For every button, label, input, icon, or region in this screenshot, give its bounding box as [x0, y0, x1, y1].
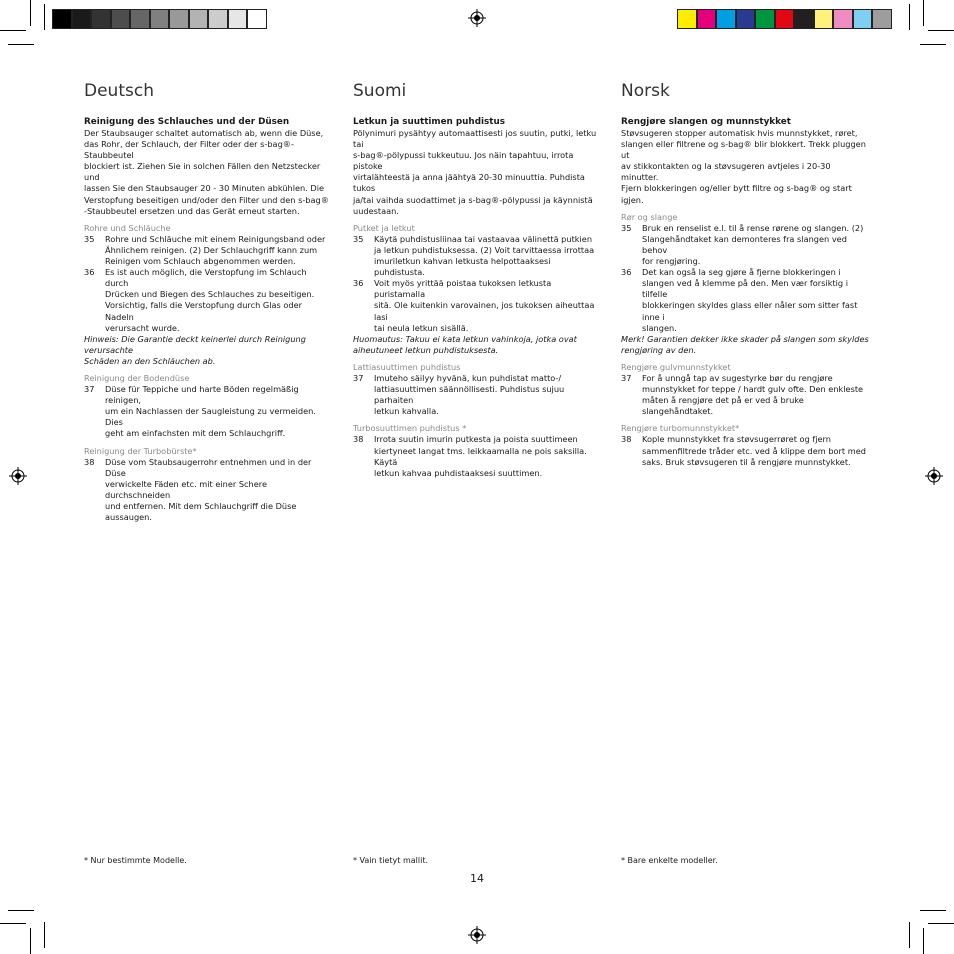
step-item	[353, 434, 601, 478]
step-text	[642, 434, 869, 467]
color-swatch	[677, 9, 697, 29]
intro-line: av stikkontakten og la støvsugeren avtjeles i 20-30 minutter.	[621, 161, 831, 183]
subsection-title: Rør og slange	[621, 211, 678, 222]
warranty-note: aiheutuneet letkun puhdistuksesta.	[353, 344, 499, 355]
step-number: 38	[353, 434, 364, 445]
step-line: slangen ved å klemme på den. Men vær forsiktig i tilfelle	[642, 278, 849, 300]
process-color-bar	[677, 9, 892, 29]
subsection-title: Rengjøre gulvmunnstykket	[621, 361, 731, 372]
step-item	[84, 457, 332, 524]
color-swatch	[52, 9, 72, 29]
warranty-note: rengjøring av den.	[621, 344, 697, 355]
color-swatch	[736, 9, 756, 29]
step-text	[374, 373, 601, 417]
color-swatch	[247, 9, 267, 29]
intro-line: ja/tai vaihda suodattimet ja s-bag®-pölypussi ja käynnistä	[353, 194, 593, 205]
subsection-title: Lattiasuuttimen puhdistus	[353, 361, 461, 372]
step-text	[642, 373, 869, 417]
intro-line: uudestaan.	[353, 205, 399, 216]
intro-line: blockiert ist. Ziehen Sie in solchen Fällen den Netzstecker und	[84, 161, 321, 183]
step-line: Es ist auch möglich, die Verstopfung im Schlauch durch	[105, 267, 307, 289]
intro-line: Verstopfung beseitigen und/oder den Filter und den s-bag®	[84, 194, 329, 205]
step-line: For å unngå tap av sugestyrke bør du rengjøre	[642, 372, 833, 383]
step-text	[105, 267, 332, 334]
intro-line: Pölynimuri pysähtyy automaattisesti jos suutin, putki, letku tai	[353, 128, 597, 150]
step-line: Bruk en renselist e.l. til å rense rørene og slangen. (2)	[642, 222, 864, 233]
step-text	[374, 234, 601, 278]
grayscale-color-bar	[52, 9, 267, 29]
step-line: letkun kahvalla.	[374, 406, 439, 417]
color-swatch	[91, 9, 111, 29]
step-line: kiertyneet langat tms. leikkaamalla ne pois saksilla. Käytä	[374, 445, 587, 467]
step-line: letkun kahvaa puhdistaaksesi suuttimen.	[374, 467, 543, 478]
subsection-title: Reinigung der Turbobürste*	[84, 445, 197, 456]
section-heading: Letkun ja suuttimen puhdistus	[353, 117, 505, 127]
step-line: tai neula letkun sisällä.	[374, 322, 469, 333]
intro-line: Fjern blokkeringen og/eller bytt filtre og s-bag® og start igjen.	[621, 183, 852, 205]
color-swatch	[775, 9, 795, 29]
step-line: und entfernen. Mit dem Schlauchgriff die Düse	[105, 501, 297, 511]
step-line: ja letkun puhdistuksessa. (2) Voit tarvittaessa irrottaa	[374, 244, 595, 255]
warranty-note: Huomautus: Takuu ei kata letkun vahinkoja, jotka ovat	[353, 333, 577, 344]
color-swatch	[228, 9, 248, 29]
subsection-title: Turbosuuttimen puhdistus *	[353, 423, 467, 434]
step-text	[642, 267, 869, 334]
color-swatch	[794, 9, 814, 29]
step-number: 38	[84, 456, 95, 467]
step-item	[353, 373, 601, 417]
step-line: aussaugen.	[105, 512, 152, 523]
language-title: Suomi	[353, 81, 407, 101]
color-swatch	[716, 9, 736, 29]
step-line: sitä. Ole kuitenkin varovainen, jos tukoksen aiheuttaa lasi	[374, 300, 595, 322]
step-line: slangen.	[642, 322, 677, 333]
step-line: verwickelte Fäden etc. mit einer Schere durchschneiden	[105, 478, 268, 500]
intro-line: Støvsugeren stopper automatisk hvis munnstykket, røret,	[621, 128, 858, 138]
color-swatch	[169, 9, 189, 29]
intro-line: -Staubbeutel ersetzen und das Gerät erneut starten.	[84, 205, 300, 216]
intro-line: virtalähteestä ja anna jäähtyä 20-30 minuuttia. Puhdista tukos	[353, 172, 585, 194]
color-swatch	[111, 9, 131, 29]
step-number: 36	[621, 267, 632, 278]
step-line: blokkeringen skyldes glass eller nåler som sitter fast inne i	[642, 300, 858, 322]
language-title: Deutsch	[84, 81, 154, 101]
color-swatch	[872, 9, 892, 29]
step-line: for rengjøring.	[642, 256, 701, 267]
step-item	[84, 267, 332, 334]
color-swatch	[130, 9, 150, 29]
step-text	[374, 278, 601, 333]
step-line: geht am einfachsten mit dem Schlauchgriff.	[105, 428, 286, 439]
step-line: Imuteho säilyy hyvänä, kun puhdistat matto-/	[374, 372, 562, 383]
step-line: Rohre und Schläuche mit einem Reinigungsband oder	[105, 233, 326, 244]
color-swatch	[72, 9, 92, 29]
intro-line: Der Staubsauger schaltet automatisch ab, wenn die Düse,	[84, 128, 324, 138]
step-number: 36	[353, 278, 364, 289]
color-swatch	[755, 9, 775, 29]
step-number: 37	[84, 384, 95, 395]
subsection-title: Reinigung der Bodendüse	[84, 372, 190, 383]
step-text	[642, 223, 869, 267]
step-line: lattiasuuttimen säännöllisesti. Puhdistus sujuu parhaiten	[374, 384, 565, 406]
intro-line: slangen eller filtrene og s-bag® blir blokkert. Trekk pluggen ut	[621, 139, 866, 161]
subsection-title: Rengjøre turbomunnstykket*	[621, 423, 740, 434]
step-number: 37	[353, 372, 364, 383]
step-line: sammenfiltrede tråder etc. ved å klippe dem bort med	[642, 445, 866, 456]
footnote-deutsch: * Nur bestimmte Modelle.	[84, 856, 187, 865]
warranty-note: Hinweis: Die Garantie deckt keinerlei durch Reinigung verursachte	[84, 333, 306, 355]
step-item	[621, 373, 869, 417]
step-line: Voit myös yrittää poistaa tukoksen letkusta puristamalla	[374, 278, 552, 300]
color-swatch	[833, 9, 853, 29]
step-line: imuriletkun kahvan letkusta helpottaaksesi puhdistusta.	[374, 256, 551, 278]
step-line: Slangehåndtaket kan demonteres fra slangen ved behov	[642, 233, 847, 255]
column-suomi	[353, 80, 601, 479]
step-line: Vorsichtig, falls die Verstopfung durch Glas oder Nadeln	[105, 300, 302, 322]
step-number: 36	[84, 267, 95, 278]
step-line: saks. Bruk støvsugeren til å rengjøre munnstykket.	[642, 456, 851, 467]
step-item	[353, 278, 601, 333]
registration-mark-right-icon	[925, 467, 943, 485]
step-item	[621, 267, 869, 334]
color-swatch	[189, 9, 209, 29]
step-line: um ein Nachlassen der Saugleistung zu vermeiden. Dies	[105, 406, 316, 428]
step-number: 35	[621, 222, 632, 233]
color-swatch	[853, 9, 873, 29]
step-text	[105, 384, 332, 439]
step-item	[621, 223, 869, 267]
registration-mark-bottom-icon	[468, 926, 486, 944]
column-deutsch	[84, 80, 332, 523]
step-line: munnstykket for teppe / hardt gulv ofte. Den enkleste	[642, 384, 864, 395]
intro-line: das Rohr, der Schlauch, der Filter oder der s-bag®-Staubbeutel	[84, 139, 294, 161]
step-item	[353, 234, 601, 278]
step-line: Düse vom Staubsaugerrohr entnehmen und in der Düse	[105, 456, 312, 478]
color-swatch	[814, 9, 834, 29]
intro-line: s-bag®-pölypussi tukkeutuu. Jos näin tapahtuu, irrota pistoke	[353, 150, 574, 172]
color-swatch	[697, 9, 717, 29]
step-line: Det kan også la seg gjøre å fjerne blokkeringen i	[642, 267, 841, 278]
step-number: 35	[84, 233, 95, 244]
subsection-title: Rohre und Schläuche	[84, 222, 171, 233]
step-line: Kople munnstykket fra støvsugerrøret og fjern	[642, 434, 831, 445]
step-number: 35	[353, 233, 364, 244]
warranty-note: Merk! Garantien dekker ikke skader på slangen som skyldes	[621, 333, 869, 344]
language-title: Norsk	[621, 81, 670, 101]
step-line: Ähnlichem reinigen. (2) Der Schlauchgriff kann zum	[105, 244, 318, 255]
column-norsk	[621, 80, 869, 468]
step-line: Käytä puhdistusliinaa tai vastaavaa välinettä putkien	[374, 233, 593, 244]
registration-mark-top-icon	[468, 9, 486, 27]
step-text	[374, 434, 601, 478]
step-item	[84, 234, 332, 267]
step-line: måten å rengjøre det på er ved å bruke slangehåndtaket.	[642, 395, 804, 417]
step-text	[105, 234, 332, 267]
step-line: Irrota suutin imurin putkesta ja poista suuttimeen	[374, 434, 578, 445]
step-line: Reinigen vom Schlauch abgenommen werden.	[105, 256, 296, 267]
step-number: 38	[621, 434, 632, 445]
footnote-norsk: * Bare enkelte modeller.	[621, 856, 718, 865]
section-heading: Reinigung des Schlauches und der Düsen	[84, 117, 290, 127]
registration-mark-left-icon	[9, 467, 27, 485]
step-item	[84, 384, 332, 439]
step-text	[105, 457, 332, 524]
step-line: Drücken und Biegen des Schlauches zu beseitigen.	[105, 289, 315, 300]
step-item	[621, 434, 869, 467]
intro-line: lassen Sie den Staubsauger 20 - 30 Minuten abkühlen. Die	[84, 183, 325, 194]
color-swatch	[150, 9, 170, 29]
warranty-note: Schäden an den Schläuchen ab.	[84, 355, 216, 366]
section-heading: Rengjøre slangen og munnstykket	[621, 117, 791, 127]
step-line: Düse für Teppiche und harte Böden regelmäßig reinigen,	[105, 384, 299, 406]
subsection-title: Putket ja letkut	[353, 222, 415, 233]
color-swatch	[208, 9, 228, 29]
page-number: 14	[470, 872, 484, 885]
step-number: 37	[621, 372, 632, 383]
step-line: verursacht wurde.	[105, 322, 180, 333]
footnote-suomi: * Vain tietyt mallit.	[353, 856, 429, 865]
